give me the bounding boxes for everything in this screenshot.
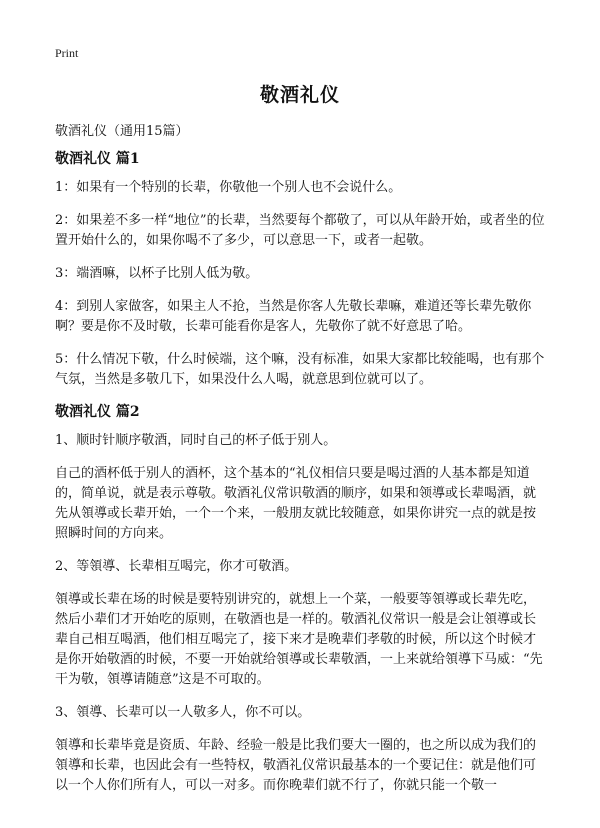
document-body	[55, 150, 547, 809]
document-title: 敬酒礼仪	[259, 84, 340, 106]
print-link[interactable]: Print	[55, 46, 79, 60]
paragraph: 3：端酒嘛，以杯子比别人低为敬。	[55, 266, 259, 281]
paragraph: 3、領導、长辈可以一人敬多人，你不可以。	[55, 705, 311, 720]
paragraph: 領導和长辈毕竟是资质、年龄、经验一般是比我们要大一圈的，也之所以成为我们的領導和长辈，也因此会有一些特权，敬酒礼仪常识最基本的一个要记住：就是他们可以一个人你们所有人，可以一对多。而你晚辈们就不行了，你就只能一个敬一	[55, 738, 537, 793]
section-2	[55, 403, 547, 796]
paragraph: 1：如果有一个特别的长辈，你敬他一个别人也不会说什么。	[55, 180, 402, 195]
section-1	[55, 150, 547, 390]
paragraph: 領導或长辈在场的时候是要特别讲究的，就想上一个菜，一般要等領導或长辈先吃，然后小辈们才开始吃的原则，在敬酒也是一样的。敬酒礼仪常识一般是会让領導或长辈自己相互喝酒，他们相互喝完了，接下来才是晚辈们孝敬的时候，所以这个时候才是你开始敬酒的时候，不要一开始就给領導或长辈敬酒，一上来就给領導下马威：“先干为敬，領導请随意”这是不可取的。	[55, 592, 543, 687]
section-heading: 敬酒礼仪 篇2	[55, 404, 140, 420]
section-heading: 敬酒礼仪 篇1	[55, 151, 140, 167]
paragraph: 2、等領導、长辈相互喝完，你才可敬酒。	[55, 559, 298, 574]
paragraph: 自己的酒杯低于别人的酒杯，这个基本的“礼仪相信只要是喝过酒的人基本都是知道的，简单说，就是表示尊敬。敬酒礼仪常识敬酒的顺序，如果和领導或长辈喝酒，就先从領導或长辈开始，一个一个来，一般朋友就比较随意，如果你讲究一点的就是按照瞬时间的方向来。	[55, 466, 537, 541]
paragraph: 2：如果差不多一样“地位”的长辈，当然要每个都敬了，可以从年龄开始，或者坐的位置开始什么的，如果你喝不了多少，可以意思一下，或者一起敬。	[55, 213, 545, 248]
paragraph: 5：什么情况下敬，什么时候端，这个嘛，没有标准，如果大家都比较能喝，也有那个气氛，当然是多敬几下，如果没什么人喝，就意思到位就可以了。	[55, 352, 545, 387]
paragraph: 4：到别人家做客，如果主人不抢，当然是你客人先敬长辈嘛，难道还等长辈先敬你啊？要是你不及时敬，长辈可能看你是客人，先敬你了就不好意思了哈。	[55, 299, 532, 334]
document-subtitle: 敬酒礼仪（通用15篇）	[55, 124, 189, 139]
paragraph: 1、顺时针顺序敬酒，同时自己的杯子低于别人。	[55, 433, 337, 448]
